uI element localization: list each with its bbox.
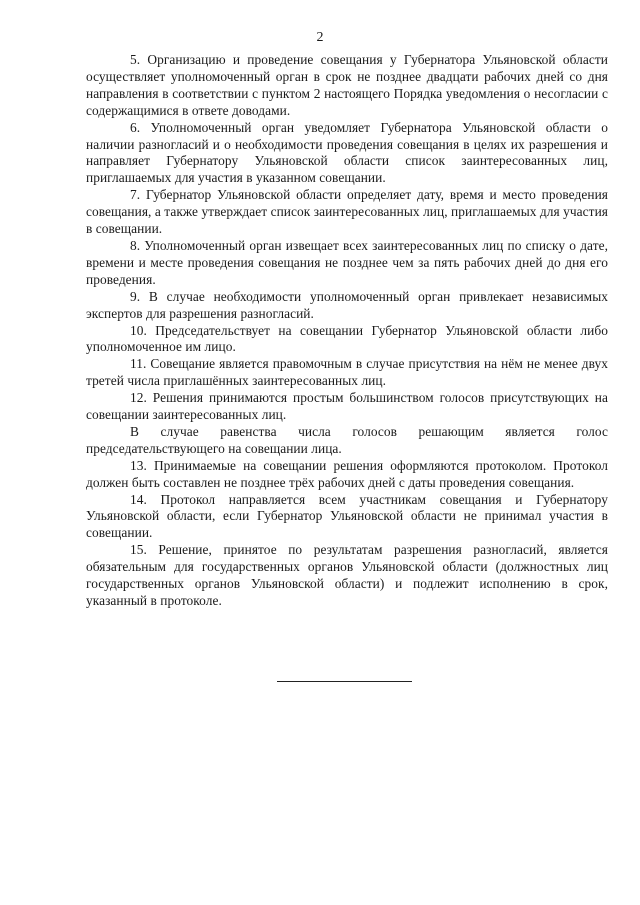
paragraph-14: 14. Протокол направляется всем участникам совещания и Губернатору Ульяновской области, если Губернатор Ульяновской области не принимал участия в совещании. [86,491,608,541]
paragraph-9: 9. В случае необходимости уполномоченный орган привлекает независимых экспертов для разрешения разногласий. [86,288,608,321]
paragraph-7: 7. Губернатор Ульяновской области определяет дату, время и место проведения совещания, а также утверждает список заинтересованных лиц, приглашаемых для участия в совещании. [86,187,608,237]
paragraph-12-tie-rule: В случае равенства числа голосов решающим является голос председательствующего на совещании лица. [86,423,608,456]
paragraph-10: 10. Председательствует на совещании Губернатор Ульяновской области либо уполномоченное им лицо. [86,322,608,355]
document-body [86,52,608,610]
paragraph-13: 13. Принимаемые на совещании решения оформляются протоколом. Протокол должен быть составлен не позднее трёх рабочих дней с даты проведения совещания. [86,457,608,490]
end-separator-line [277,681,412,682]
paragraph-6: 6. Уполномоченный орган уведомляет Губернатора Ульяновской области о наличии разногласий и о необходимости проведения совещания в целях их разрешения и направляет Губернатору Ульяновской области список заинтересованных лиц, приглашаемых для участия в указанном совещании. [86,119,608,186]
paragraph-8: 8. Уполномоченный орган извещает всех заинтересованных лиц по списку о дате, времени и месте проведения совещания не позднее чем за пять рабочих дней до дня его проведения. [86,237,608,287]
paragraph-12: 12. Решения принимаются простым большинством голосов присутствующих на совещании заинтересованных лиц. [86,390,608,423]
paragraph-5: 5. Организацию и проведение совещания у Губернатора Ульяновской области осуществляет уполномоченный орган в срок не позднее двадцати рабочих дней со дня направления в соответствии с пунктом 2 настоящего Порядка уведомления о несогласии с содержащимися в ответе доводами. [86,52,608,118]
page-number: 2 [316,30,324,45]
paragraph-15: 15. Решение, принятое по результатам разрешения разногласий, является обязательным для государственных органов Ульяновской области (должностных лиц государственных органов Ульяновской области) и подлежит исполнению в срок, указанный в протоколе. [86,542,608,608]
paragraph-11: 11. Совещание является правомочным в случае присутствия на нём не менее двух третей числа приглашённых заинтересованных лиц. [86,356,608,389]
